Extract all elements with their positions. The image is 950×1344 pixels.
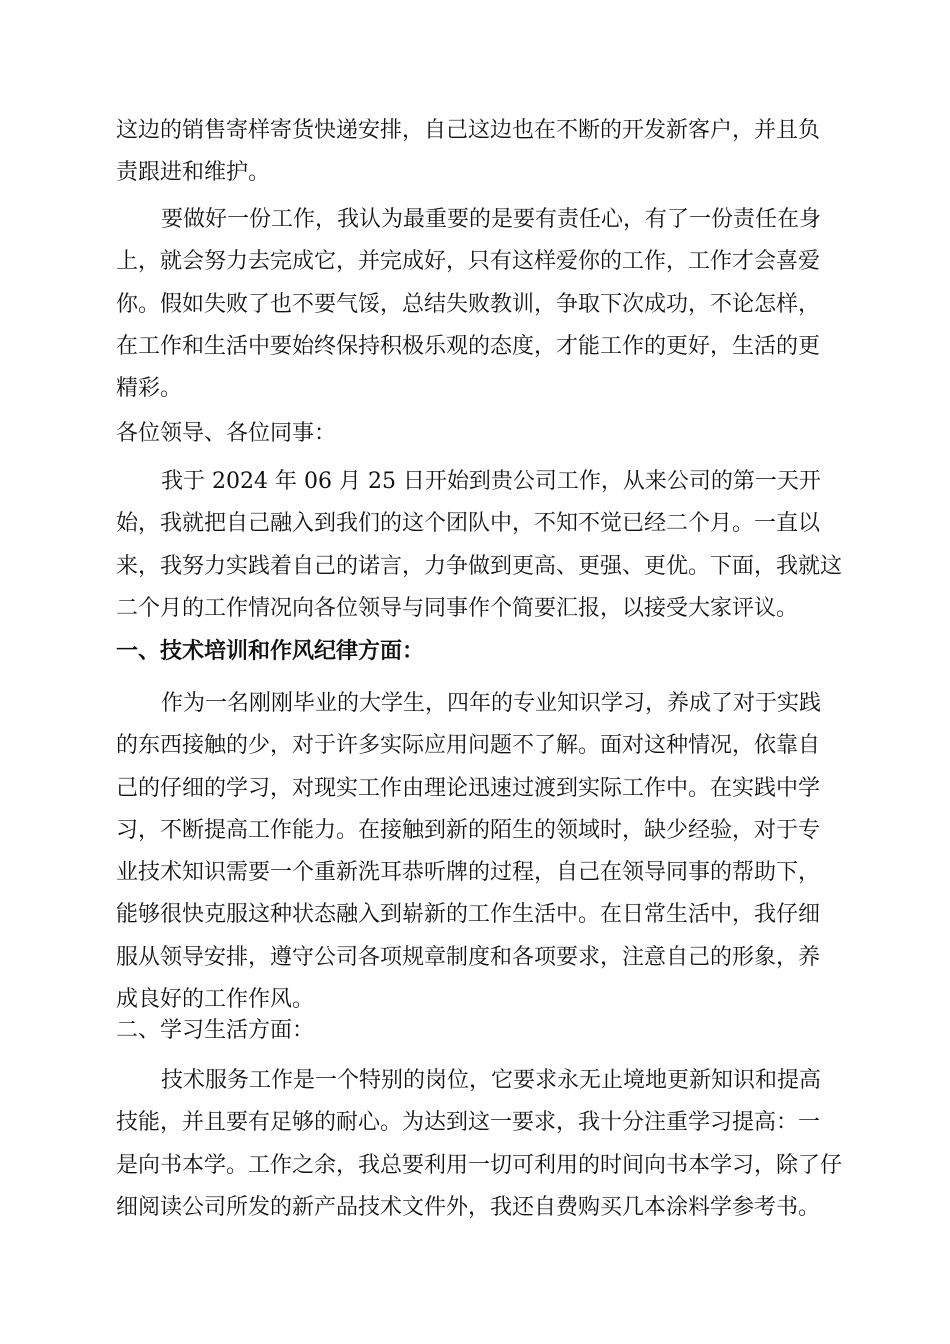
text-line: 你。假如失败了也不要气馁，总结失败教训，争取下次成功，不论怎样， [116,291,821,317]
text-line: 责跟进和维护。 [116,160,271,186]
text-line: 我于 2024 年 06 月 25 日开始到贵公司工作，从来公司的第一天开 [161,469,821,494]
section-heading-training [116,631,836,673]
text-line: 习，不断提高工作能力。在接触到新的陌生的领域时，缺少经验，对于专 [116,817,821,843]
text-line: 精彩。 [116,376,183,402]
text-line: 这边的销售寄样寄货快递安排，自己这边也在不断的开发新客户，并且负 [116,118,821,143]
text-line: 是向书本学。工作之余，我总要利用一切可利用的时间向书本学习，除了仔 [116,1152,843,1178]
text-line: 己的仔细的学习，对现实工作由理论迅速过渡到实际工作中。在实践中学 [116,775,821,801]
paragraph-continuation [116,110,836,195]
paragraph-training [116,683,836,1021]
salutation [116,413,836,455]
text-line: 上，就会努力去完成它，并完成好，只有这样爱你的工作，工作才会喜爱 [116,249,821,275]
text-line: 来，我努力实践着自己的诺言，力争做到更高、更强、更优。下面，我就这 [116,553,843,579]
text-line: 二个月的工作情况向各位领导与同事作个简要汇报，以接受大家评议。 [116,595,799,621]
text-line: 技术服务工作是一个特别的岗位，它要求永无止境地更新知识和提高 [161,1068,822,1093]
text-line: 技能，并且要有足够的耐心。为达到这一要求，我十分注重学习提高：一 [116,1110,821,1136]
paragraph-study [116,1060,843,1229]
text-line: 业技术知识需要一个重新洗耳恭听牌的过程，自己在领导同事的帮助下， [116,860,821,886]
text-line: 的东西接触的少，对于许多实际应用问题不了解。面对这种情况，依靠自 [116,733,821,759]
section-heading-study [116,1010,836,1052]
text-line: 能够很快克服这种状态融入到崭新的工作生活中。在日常生活中，我仔细 [116,902,821,928]
paragraph-responsibility [116,199,836,410]
heading-text: 二、学习生活方面： [116,1018,315,1043]
text-line: 各位领导、各位同事： [116,421,337,446]
text-line: 要做好一份工作，我认为最重要的是要有责任心，有了一份责任在身 [161,207,822,232]
text-line: 作为一名刚刚毕业的大学生，四年的专业知识学习，养成了对于实践 [161,691,822,716]
text-line: 细阅读公司所发的新产品技术文件外，我还自费购买几本涂料学参考书。 [116,1194,821,1220]
paragraph-introduction [116,461,843,630]
heading-text: 一、技术培训和作风纪律方面： [116,639,425,664]
text-line: 始，我就把自己融入到我们的这个团队中，不知不觉已经二个月。一直以 [116,511,821,537]
text-line: 服从领导安排，遵守公司各项规章制度和各项要求，注意自己的形象，养 [116,944,821,970]
text-line: 成良好的工作作风。 [116,987,315,1013]
text-line: 在工作和生活中要始终保持积极乐观的态度，才能工作的更好，生活的更 [116,333,821,359]
